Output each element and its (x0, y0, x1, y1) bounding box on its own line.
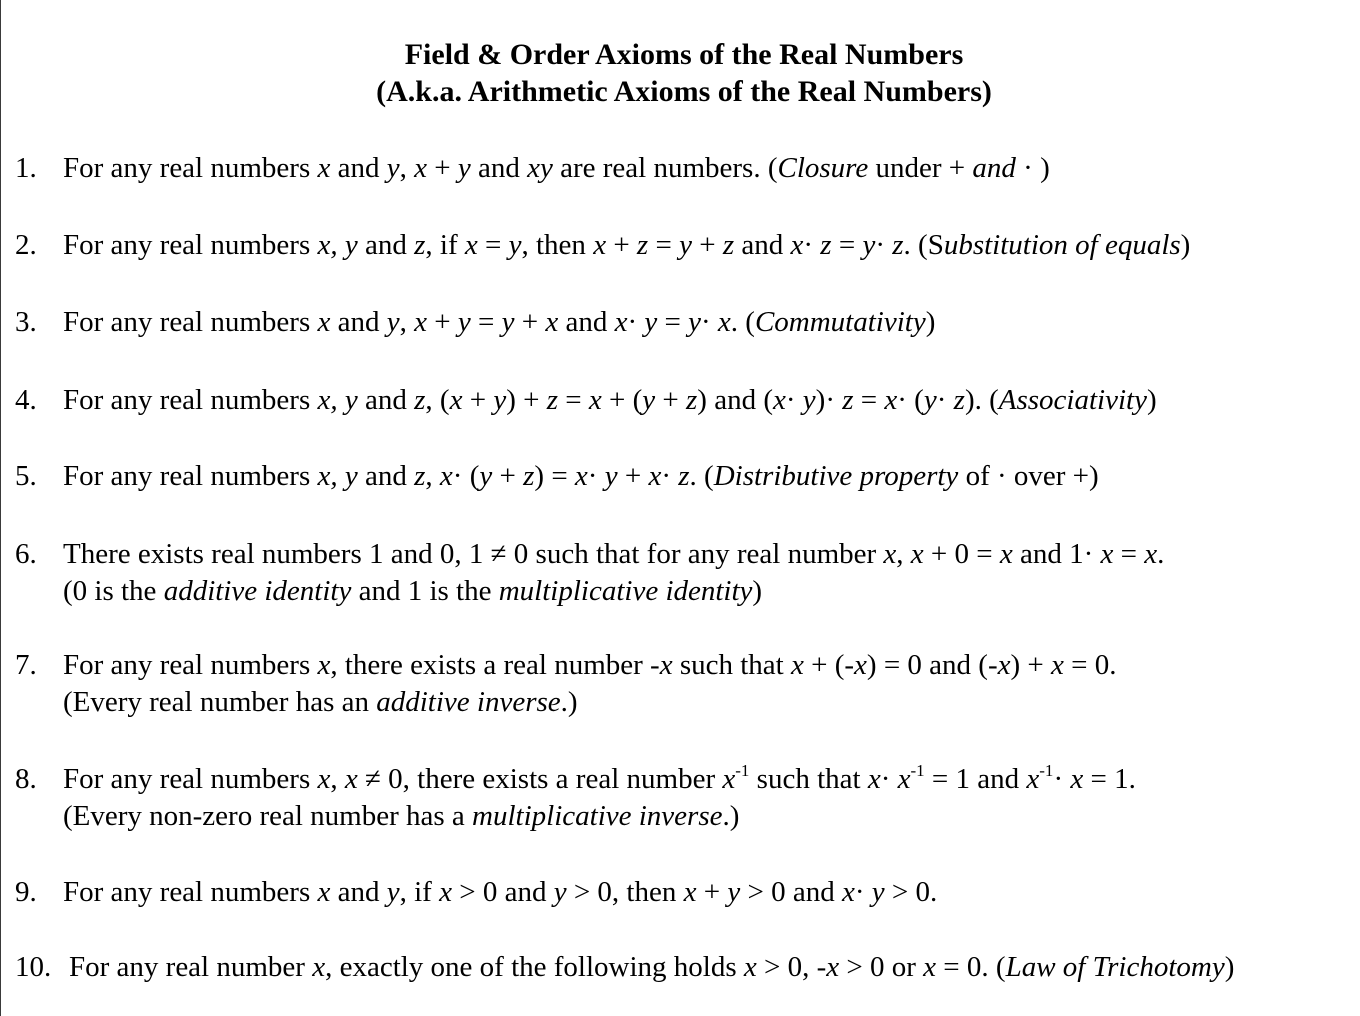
italic-run: x (614, 306, 628, 338)
italic-run: x (449, 384, 463, 416)
italic-run: x (999, 538, 1013, 570)
italic-run: Commutativity (754, 306, 926, 338)
axiom-text (69, 949, 1234, 986)
italic-run: z (686, 384, 698, 416)
italic-run: x (574, 460, 588, 492)
axiom-number: 7. (15, 649, 37, 681)
italic-run: x, y (317, 384, 358, 416)
italic-run: z (414, 384, 426, 416)
italic-run: y (727, 876, 741, 908)
italic-run: x (791, 649, 804, 681)
axiom-text (63, 227, 1190, 264)
axiom-text (63, 150, 1050, 187)
superscript: -1 (910, 761, 925, 780)
italic-run: x (588, 384, 602, 416)
italic-run: y (642, 384, 656, 416)
italic-run: x (910, 538, 924, 570)
axiom-number: 3. (15, 306, 37, 338)
axiom-line-1: For any real numbers x and y, x + y and xy are real numbers. (Closure under + and · ) (63, 152, 1050, 184)
axiom-line-1: There exists real numbers 1 and 0, 1 ≠ 0 such that for any real number x, x + 0 = x and 1· x = x. (63, 538, 1165, 570)
italic-run: z (722, 229, 735, 261)
italic-run: x (648, 460, 662, 492)
italic-run: y (553, 876, 567, 908)
italic-run: xy (527, 152, 553, 184)
italic-run: x (439, 460, 453, 492)
italic-run: z (414, 460, 426, 492)
italic-run: x (717, 306, 731, 338)
axiom-line-1: For any real numbers x, there exists a real number -x such that x + (-x) = 0 and (-x) + x = 0. (63, 649, 1117, 681)
italic-run: z (820, 229, 832, 261)
italic-run: x (884, 384, 898, 416)
italic-run: y (604, 460, 618, 492)
italic-run: Closure (777, 152, 869, 184)
italic-run: additive inverse (376, 686, 561, 718)
axiom-text (63, 382, 1157, 419)
italic-run: y (501, 306, 515, 338)
italic-run: x (312, 951, 326, 983)
italic-run: x (439, 876, 452, 908)
italic-run: x (1070, 763, 1084, 795)
italic-run: x (317, 306, 331, 338)
italic-run: Associativity (998, 384, 1147, 416)
italic-run: y (508, 229, 522, 261)
italic-run: x (317, 649, 331, 681)
italic-run: y (644, 306, 658, 338)
italic-run: y (457, 152, 471, 184)
italic-run: x (317, 152, 331, 184)
axiom-text (63, 761, 1136, 835)
italic-run: x (545, 306, 559, 338)
italic-run: x (593, 229, 607, 261)
italic-run: z (842, 384, 854, 416)
axiom-line-1: For any real numbers x, y and z, if x = y, then x + z = y + z and x· z = y· z. (Substitution of equals) (63, 229, 1191, 261)
italic-run: y (871, 876, 885, 908)
axiom-number: 6. (15, 538, 37, 570)
italic-run: y (386, 152, 400, 184)
italic-run: x (1051, 649, 1064, 681)
italic-run: y (386, 876, 400, 908)
axiom-number: 5. (15, 460, 37, 492)
axiom-number: 4. (15, 384, 37, 416)
italic-run: x (344, 763, 358, 795)
axiom-line-1: For any real numbers x and y, x + y = y + x and x· y = y· x. (Commutativity) (63, 306, 936, 338)
italic-run: x (317, 876, 331, 908)
axiom-number: 8. (15, 763, 37, 795)
italic-run: z (678, 460, 690, 492)
italic-run: x (772, 384, 786, 416)
italic-run: z (414, 229, 426, 261)
italic-run: y (493, 384, 507, 416)
italic-run: x (923, 951, 937, 983)
axiom-number: 10. (15, 951, 52, 983)
document-title (1, 36, 1360, 110)
axiom-line-2: (Every real number has an additive inverse.) (63, 686, 578, 718)
italic-run: Law of Trichotomy (1005, 951, 1225, 983)
italic-run: y (688, 306, 701, 338)
axiom-line-1: For any real numbers x, x ≠ 0, there exists a real number $x^{-1}$ such that $x\cdot x^{-1} = 1$ and $x^{-1}\cdot x = 1$. (63, 761, 1136, 795)
axiom-text (63, 874, 937, 911)
axiom-text (63, 304, 935, 341)
italic-run: x (997, 649, 1011, 681)
italic-run: Distributive property (713, 460, 959, 492)
superscript: -1 (735, 761, 750, 780)
axiom-number: 9. (15, 876, 37, 908)
italic-run: z (523, 460, 535, 492)
italic-run: y (923, 384, 937, 416)
axiom-text (63, 536, 1164, 610)
italic-run: y (457, 306, 471, 338)
italic-run: x (883, 538, 897, 570)
title-line-1: Field & Order Axioms of the Real Numbers (404, 38, 964, 71)
italic-run: x (826, 951, 840, 983)
italic-run: x (841, 876, 855, 908)
italic-run: z (636, 229, 649, 261)
italic-run: x (743, 951, 757, 983)
italic-run: x (722, 763, 736, 795)
italic-run: x (317, 763, 331, 795)
italic-run: x (1026, 763, 1040, 795)
italic-run: z (892, 229, 904, 261)
italic-run: ubstitution of equals (943, 229, 1181, 261)
italic-run: y (862, 229, 876, 261)
italic-run: y (479, 460, 493, 492)
axiom-text (63, 647, 1117, 721)
axiom-line-1: For any real numbers x, y and z, (x + y) + z = x + (y + z) and (x· y)· z = x· (y· z). (Associativity) (63, 384, 1157, 416)
italic-run: x (790, 229, 804, 261)
italic-run: y (802, 384, 816, 416)
italic-run: x (464, 229, 478, 261)
axiom-line-2: (0 is the additive identity and 1 is the multiplicative identity) (63, 575, 763, 607)
italic-run: multiplicative identity (498, 575, 753, 607)
italic-run: x, y (317, 460, 358, 492)
italic-run: x (1100, 538, 1114, 570)
italic-run: x (414, 152, 427, 184)
axiom-line-1: For any real numbers x, y and z, x· (y + z) = x· y + x· z. (Distributive property of · over +) (63, 460, 1099, 492)
italic-run: multiplicative inverse (472, 800, 723, 832)
axiom-line-2: (Every non-zero real number has a multiplicative inverse.) (63, 800, 740, 832)
axiom-text (63, 458, 1099, 495)
italic-run: x (414, 306, 427, 338)
italic-run: x (867, 763, 881, 795)
italic-run: x (897, 763, 911, 795)
title-line-2: (A.k.a. Arithmetic Axioms of the Real Numbers) (376, 75, 992, 108)
italic-run: x (854, 649, 867, 681)
axiom-number: 1. (15, 152, 37, 184)
italic-run: x (683, 876, 697, 908)
axiom-line-1: For any real numbers x and y, if x > 0 and y > 0, then x + y > 0 and x· y > 0. (63, 876, 938, 908)
axiom-number: 2. (15, 229, 37, 261)
italic-run: x (659, 649, 673, 681)
italic-run: x, y (317, 229, 358, 261)
italic-run: additive identity (163, 575, 352, 607)
italic-run: y (679, 229, 692, 261)
italic-run: x (1144, 538, 1158, 570)
axiom-line-1: For any real number x, exactly one of the following holds x > 0, -x > 0 or x = 0. (Law of Trichotomy) (69, 951, 1235, 983)
superscript: -1 (1039, 761, 1054, 780)
italic-run: z (546, 384, 559, 416)
italic-run: y (386, 306, 400, 338)
italic-run: z (953, 384, 965, 416)
italic-run: and (972, 152, 1016, 184)
